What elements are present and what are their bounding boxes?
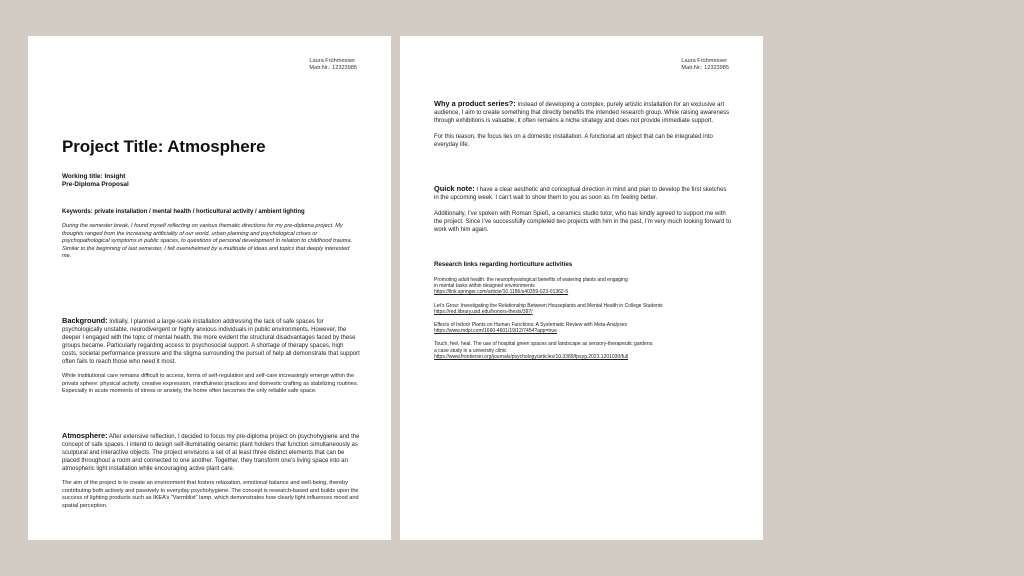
atmosphere-paragraph — [62, 432, 360, 473]
research-section — [434, 261, 732, 360]
working-title: Working title: Insight — [62, 173, 126, 180]
atmosphere-heading: Atmosphere: — [62, 431, 108, 440]
reference-link[interactable]: https://www.mdpi.com/1660-4601/19/12/7454?app=true — [434, 328, 557, 335]
research-title: Research links regarding horticulture activities — [434, 261, 573, 268]
note-text: I have a clear aesthetic and conceptual direction in mind and plan to develop the first sketches in the upcoming week. I can’t wait to show them to you as soon as I’m feeling better. — [434, 187, 727, 201]
author-matriculation: Matr.Nr.: 12323985 — [309, 65, 357, 71]
why-text: Instead of developing a complex, purely artistic installation for an exclusive art audience, I aim to create something that directly benefits the intended research group. While raising awareness through exhibitions is valuable, it often remains a niche strategy and does not provide immediate support. — [434, 102, 730, 124]
author-name: Laura Frühmesser — [681, 58, 728, 64]
atmosphere-section — [62, 432, 360, 510]
author-block — [309, 58, 357, 72]
proposal-label: Pre-Diploma Proposal — [62, 181, 129, 189]
reference-item — [434, 277, 732, 296]
project-title: Project Title: Atmosphere — [62, 137, 266, 156]
intro-paragraph: During the semester break, I found myself reflecting on various thematic directions for my pre-diploma project. My thoughts ranged from the increasing artificiality of our world, urban planning and psychological crises or psychopathological symptoms in public spaces, to questions of personal development in relation to childhood trauma. Similar to the beginning of last semester, I felt overwhelmed by a multitude of ideas and topics that deeply interested me. — [62, 223, 353, 260]
note-heading: Quick note: — [434, 184, 475, 193]
reference-title: Touch, feel, heal. The use of hospital green spaces and landscape as sensory-therapeutic gardens: — [434, 341, 654, 348]
reference-title: Effects of Indoor Plants on Human Functions: A Systematic Review with Meta-Analyses — [434, 322, 628, 329]
atmosphere-text: After extensive reflection, I decided to focus my pre-diploma project on psychohygiene and the concept of safe spaces. I intend to design self-illuminating ceramic plant holders that function simultaneously as sculptural and interactive objects. The project envisions a set of at least three distinct elements that can be placed throughout a room and connected to one another. Together, they transform one’s living space into an atmospheric light installation while encouraging active plant care. — [62, 434, 360, 472]
reference-item — [434, 341, 732, 360]
reference-title: Promoting adult health: the neurophysiological benefits of watering plants and engaging — [434, 277, 628, 283]
keywords: Keywords: private installation / mental health / horticultural activity / ambient lighting — [62, 209, 305, 215]
document-page-2 — [400, 36, 763, 540]
document-page-1 — [28, 36, 391, 540]
why-section — [434, 100, 732, 149]
why-heading: Why a product series?: — [434, 99, 516, 108]
note-section — [434, 185, 732, 234]
reference-link[interactable]: https://link.springer.com/article/10.1186/s40359-023-01362-5 — [434, 289, 569, 296]
working-title-block — [62, 173, 129, 189]
reference-item — [434, 322, 732, 334]
reference-title: Let’s Grow: Investigating the Relationship Between Houseplants and Mental Health in College Students — [434, 302, 663, 309]
reference-title-2: a case study in a university clinic — [434, 347, 507, 354]
reference-title-2: in mental tasks within designed environments — [434, 283, 535, 290]
author-name: Laura Frühmesser — [309, 58, 356, 64]
author-block — [681, 58, 729, 72]
background-heading: Background: — [62, 316, 108, 325]
reference-item — [434, 303, 732, 315]
note-paragraph — [434, 185, 732, 202]
background-text: Initially, I planned a large-scale installation addressing the lack of safe spaces for psychologically unstable, neurodivergent or highly anxious individuals in public environments. However, the deeper I engaged with the topic of mental health, the more evident the structural disadvantages faced by these groups became. Particularly regarding access to psychosocial support. A shortage of therapy spaces, high costs, societal performance pressure and the stigma surrounding the pursuit of help all demonstrate that support often fails to reach those who need it most. — [62, 319, 360, 365]
reference-link[interactable]: https://red.library.usd.edu/honors-thesis/397/ — [434, 308, 533, 315]
aim-paragraph: The aim of the project is to create an environment that fosters relaxation, emotional balance and well-being, thereby contributing both actively and passively to everyday psychohygiene. The concept is research-based and builds upon the success of lighting products such as IKEA’s “Varmblixt” lamp, which demonstrates how clearly light influences mood and spatial perception. — [62, 480, 359, 509]
background-paragraph — [62, 317, 360, 366]
author-matriculation: Matr.Nr.: 12323985 — [681, 65, 729, 71]
why-paragraph — [434, 100, 732, 125]
why-paragraph-2: For this reason, the focus lies on a domestic installation. A functional art object that can be integrated into everyday life. — [434, 134, 713, 148]
background-paragraph-2: While institutional care remains difficult to access, forms of self-regulation and self-care increasingly emerge within the privats sphere: physical activity, creative expression, mindfulness practices and domestic crafting as stabilizing routines. Especially in acute moments of stress or anxiety, the home often becomes the only reliable safe space. — [62, 373, 359, 395]
note-paragraph-2: Additionally, I’ve spoken with Roman Spieß, a ceramics studio tutor, who has kindly agreed to support me with the project. Since I’ve successfully completed two projects with him in the past, I’m very much looking forward to work with him again. — [434, 211, 732, 233]
reference-link[interactable]: https://www.frontiersin.org/journals/psychology/articles/10.3389/fpsyg.2023.1201030/full — [434, 353, 629, 360]
background-section — [62, 317, 360, 396]
